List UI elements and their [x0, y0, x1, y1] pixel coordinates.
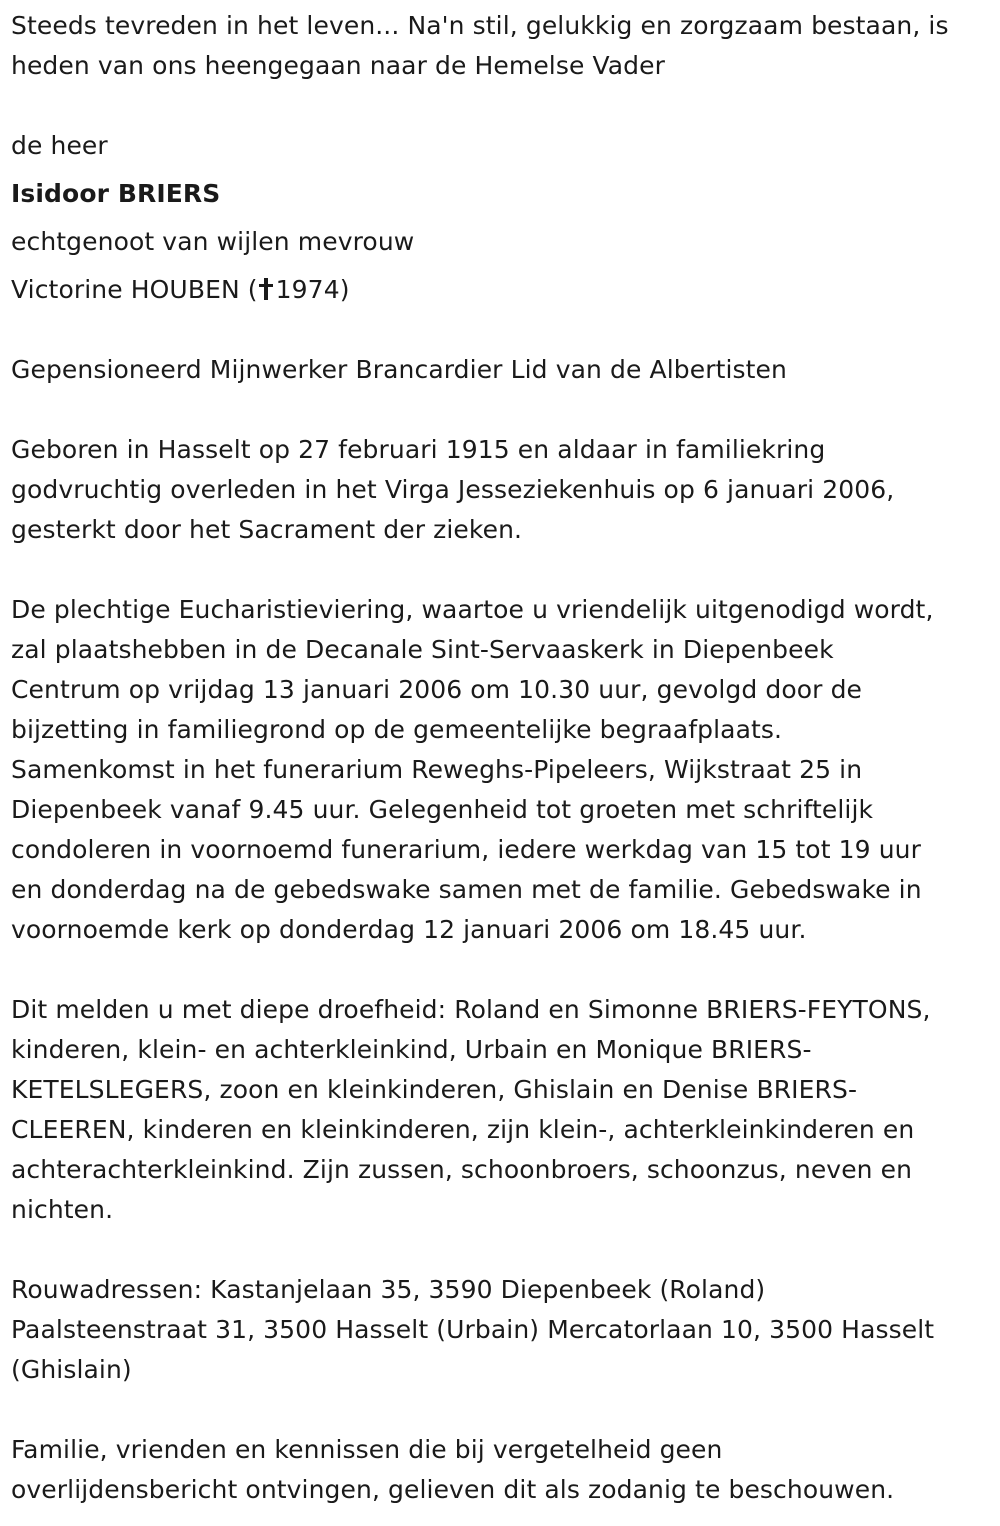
- ceremony-line: Centrum op vrijdag 13 januari 2006 om 10.30 uur, gevolgd door de: [11, 675, 863, 704]
- deceased-name: Isidoor BRIERS: [11, 179, 221, 208]
- honorific: de heer: [11, 131, 108, 160]
- ceremony-line: en donderdag na de gebedswake samen met de familie. Gebedswake in: [11, 875, 922, 904]
- spouse-death-year: 1974: [275, 275, 340, 304]
- family-line: nichten.: [11, 1195, 114, 1224]
- family-line: KETELSLEGERS, zoon en kleinkinderen, Ghislain en Denise BRIERS-: [11, 1075, 858, 1104]
- spouse-name: Victorine HOUBEN (: [11, 275, 258, 304]
- ceremony-line: voornoemde kerk op donderdag 12 januari 2006 om 18.45 uur.: [11, 915, 807, 944]
- spouse-suffix: ): [339, 275, 350, 304]
- intro-line-1: Steeds tevreden in het leven... Na'n stil, gelukkig en zorgzaam bestaan, is: [11, 11, 949, 40]
- family-line: achterachterkleinkind. Zijn zussen, schoonbroers, schoonzus, neven en: [11, 1155, 913, 1184]
- closing-line: overlijdensbericht ontvingen, gelieven dit als zodanig te beschouwen.: [11, 1475, 895, 1504]
- birth-death-line: godvruchtig overleden in het Virga Jesseziekenhuis op 6 januari 2006,: [11, 475, 895, 504]
- birth-death-line: Geboren in Hasselt op 27 februari 1915 en aldaar in familiekring: [11, 435, 826, 464]
- address-line: (Ghislain): [11, 1355, 132, 1384]
- relation-text: echtgenoot van wijlen mevrouw: [11, 227, 415, 256]
- family-line: CLEEREN, kinderen en kleinkinderen, zijn klein-, achterkleinkinderen en: [11, 1115, 915, 1144]
- ceremony-line: Diepenbeek vanaf 9.45 uur. Gelegenheid tot groeten met schriftelijk: [11, 795, 874, 824]
- closing-line: Familie, vrienden en kennissen die bij vergetelheid geen: [11, 1435, 723, 1464]
- ceremony-line: bijzetting in familiegrond op de gemeentelijke begraafplaats.: [11, 715, 783, 744]
- latin-cross-icon: [259, 278, 273, 300]
- spouse-line: [11, 270, 350, 310]
- family-line: kinderen, klein- en achterkleinkind, Urbain en Monique BRIERS-: [11, 1035, 812, 1064]
- ceremony-line: zal plaatshebben in de Decanale Sint-Servaaskerk in Diepenbeek: [11, 635, 834, 664]
- address-line: Rouwadressen: Kastanjelaan 35, 3590 Diepenbeek (Roland): [11, 1275, 766, 1304]
- profession-line: Gepensioneerd Mijnwerker Brancardier Lid van de Albertisten: [11, 355, 787, 384]
- family-line: Dit melden u met diepe droefheid: Roland en Simonne BRIERS-FEYTONS,: [11, 995, 931, 1024]
- ceremony-line: condoleren in voornoemd funerarium, iedere werkdag van 15 tot 19 uur: [11, 835, 921, 864]
- intro-line-2: heden van ons heengegaan naar de Hemelse Vader: [11, 51, 666, 80]
- birth-death-line: gesterkt door het Sacrament der zieken.: [11, 515, 523, 544]
- ceremony-line: De plechtige Eucharistieviering, waartoe u vriendelijk uitgenodigd wordt,: [11, 595, 934, 624]
- ceremony-line: Samenkomst in het funerarium Reweghs-Pipeleers, Wijkstraat 25 in: [11, 755, 863, 784]
- address-line: Paalsteenstraat 31, 3500 Hasselt (Urbain) Mercatorlaan 10, 3500 Hasselt: [11, 1315, 935, 1344]
